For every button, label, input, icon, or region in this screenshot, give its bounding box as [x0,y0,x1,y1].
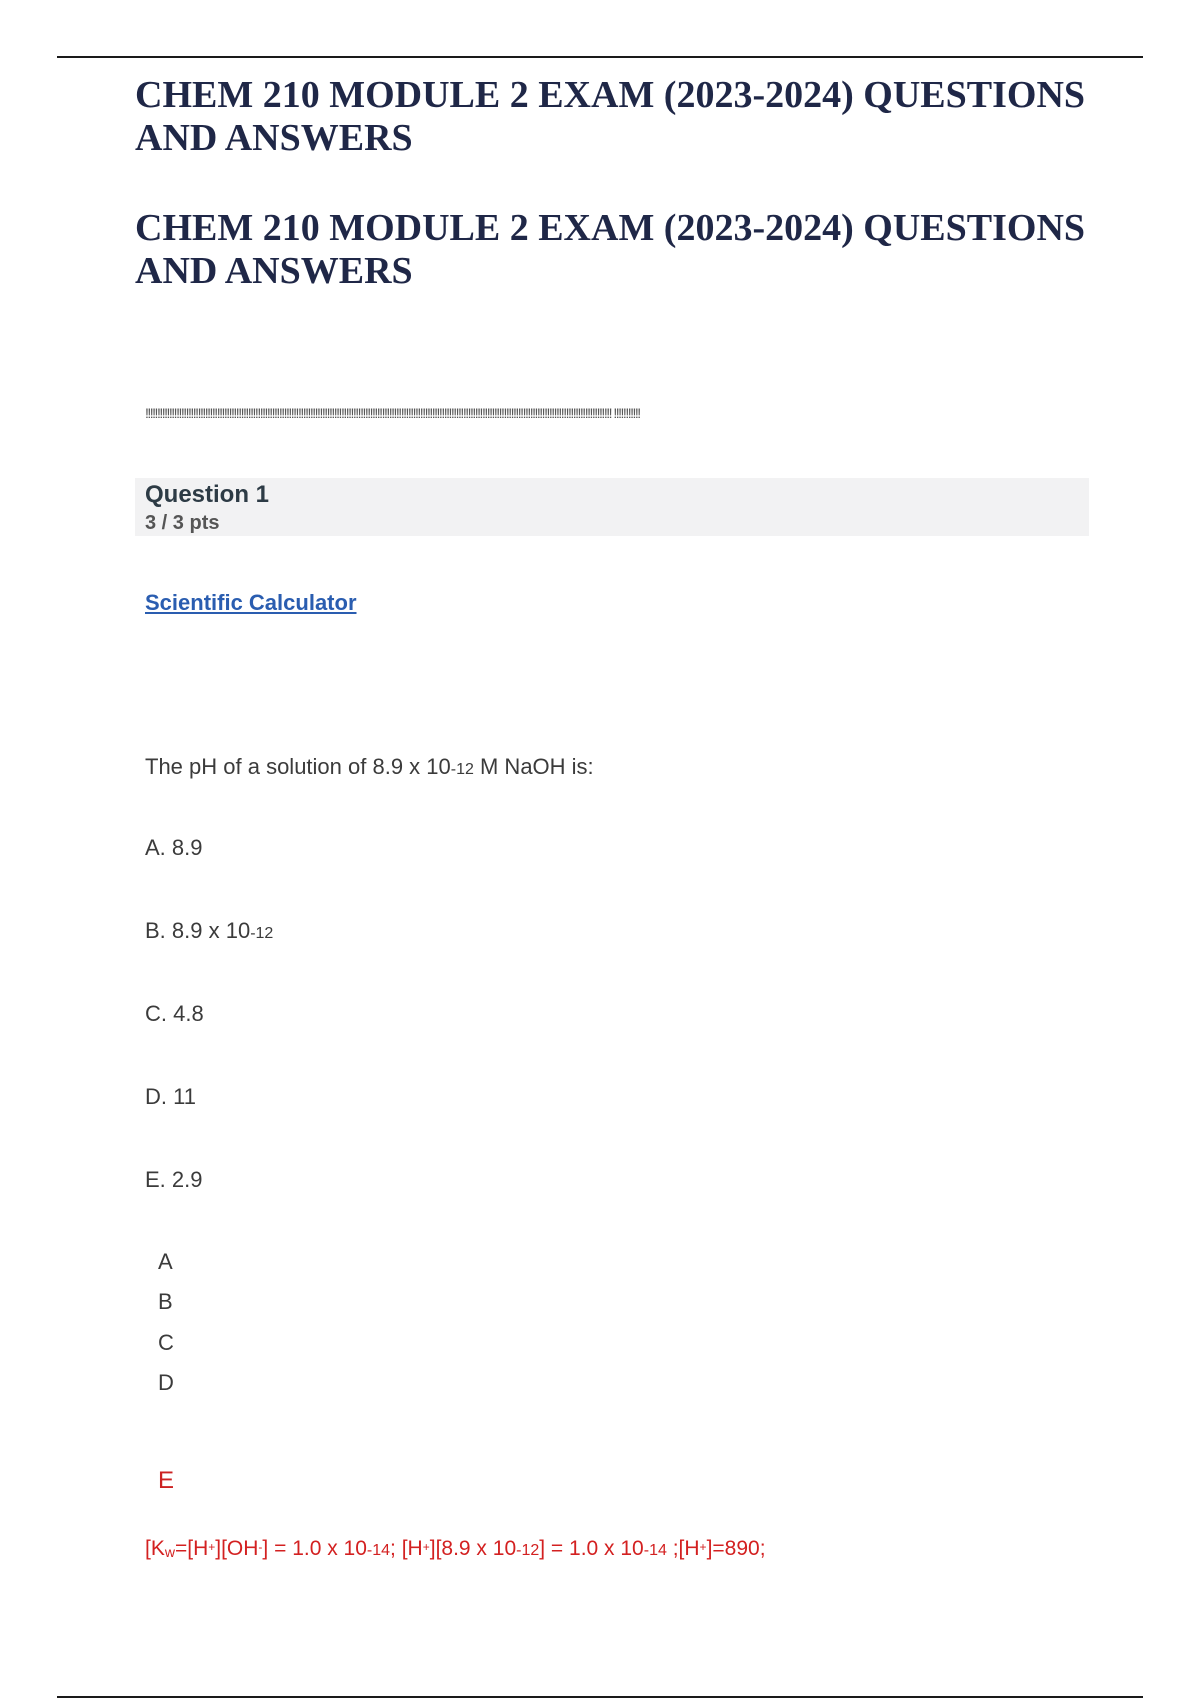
expl-part: ; [H [390,1537,423,1560]
question-title: Question 1 [145,481,270,508]
expl-part: ]=890; [706,1537,766,1560]
scientific-calculator-link[interactable]: Scientific Calculator [145,590,357,615]
stem-suffix: M NaOH is: [473,754,594,779]
question-stem [145,754,594,780]
answer-choice-b[interactable]: B [158,1289,173,1314]
option-b-text: B. 8.9 x 10 [145,918,251,943]
expl-sup: + [422,1540,430,1554]
bottom-rule [57,1696,1143,1698]
option-d: D. 11 [145,1084,196,1109]
option-e: E. 2.9 [145,1167,203,1192]
expl-sup: + [208,1540,216,1554]
answer-choice-c[interactable]: C [158,1330,174,1355]
expl-part: ] = 1.0 x 10 [539,1537,644,1560]
expl-sup: -14 [643,1542,667,1559]
expl-part: =[H [174,1537,209,1560]
separator-line: !!!!!!!!!!!!!!!!!!!!!!!!!!!!!!!!!!!!!!!!!!!!!!!!!!!!!!!!!!!!!!!!!!!!!!!!!!!!!!!!!!!!!!!!!!!!!!!!!!!!!!!!!!!!!!!!!!!!!!!!!!!!!!!!!!!!!!!!!!!!!!!!!!!!!!!!!!!!!!!!!!!!!!!!!!!!!!!!!!!!!!!!!!!!!!!!!!! !!!!!!!!!!! [145,405,640,421]
expl-sup: + [699,1540,707,1554]
stem-text: The pH of a solution of 8.9 x 10 [145,754,451,779]
top-rule [57,56,1143,58]
expl-part: ][8.9 x 10 [429,1537,517,1560]
option-b [145,918,273,944]
answer-choice-d[interactable]: D [158,1370,174,1395]
question-points: 3 / 3 pts [145,512,220,534]
expl-part: ;[H [666,1537,700,1560]
expl-sup: - [258,1540,263,1554]
correct-answer: E [158,1467,175,1494]
expl-part: [K [145,1537,165,1560]
expl-sup: -12 [516,1542,540,1559]
question-header [135,478,1089,536]
expl-sub: w [164,1544,175,1560]
stem-exponent: -12 [450,761,474,778]
option-a: A. 8.9 [145,835,203,860]
option-c: C. 4.8 [145,1001,204,1026]
answer-explanation [145,1537,766,1561]
expl-sup: -14 [366,1542,391,1559]
answer-choice-a[interactable]: A [158,1249,173,1274]
option-b-exponent: -12 [250,925,274,942]
document-title-repeat: CHEM 210 MODULE 2 EXAM (2023-2024) QUESTIONS AND ANSWERS [135,207,1086,292]
expl-part: ] = 1.0 x 10 [262,1537,367,1560]
document-title: CHEM 210 MODULE 2 EXAM (2023-2024) QUESTIONS AND ANSWERS [135,74,1086,159]
expl-part: ][OH [215,1537,259,1560]
